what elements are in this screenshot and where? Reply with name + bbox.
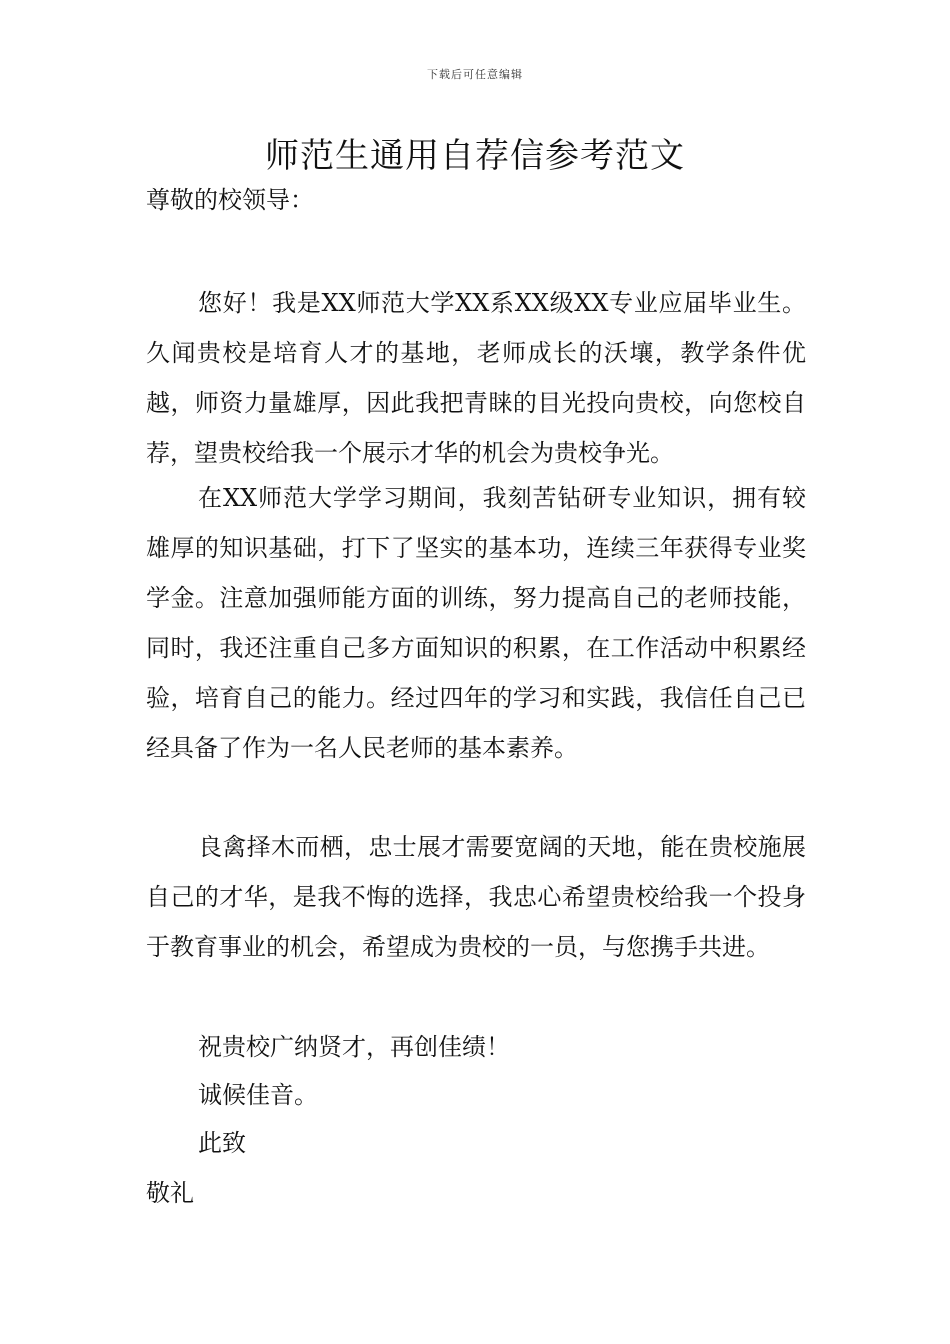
paragraph-introduction: 您好！我是XX师范大学XX系XX级XX专业应届毕业生。久闻贵校是培育人才的基地，老师成长的沃壤，教学条件优越，师资力量雄厚，因此我把青睐的目光投向贵校，向您校自荐，望贵校给我一个展示才华的机会为贵校争光。 — [146, 289, 806, 467]
awaiting-line: 诚候佳音。 — [198, 1081, 318, 1109]
document-title: 师范生通用自荐信参考范文 — [265, 136, 685, 176]
paragraph-aspiration: 良禽择木而栖，忠士展才需要宽阔的天地，能在贵校施展自己的才华，是我不悔的选择，我忠心希望贵校给我一个投身于教育事业的机会，希望成为贵校的一员，与您携手共进。 — [146, 833, 806, 961]
regards-prefix: 此致 — [198, 1129, 246, 1157]
header-note: 下载后可任意编辑 — [427, 68, 523, 81]
regards-closing: 敬礼 — [146, 1179, 194, 1207]
salutation: 尊敬的校领导： — [146, 186, 314, 214]
wishes-line: 祝贵校广纳贤才，再创佳绩！ — [198, 1033, 510, 1061]
paragraph-study: 在XX师范大学学习期间，我刻苦钻研专业知识，拥有较雄厚的知识基础，打下了坚实的基本功，连续三年获得专业奖学金。注意加强师能方面的训练，努力提高自己的老师技能，同时，我还注重自己多方面知识的积累，在工作活动中积累经验，培育自己的能力。经过四年的学习和实践，我信任自己已经具备了作为一名人民老师的基本素养。 — [146, 484, 806, 762]
